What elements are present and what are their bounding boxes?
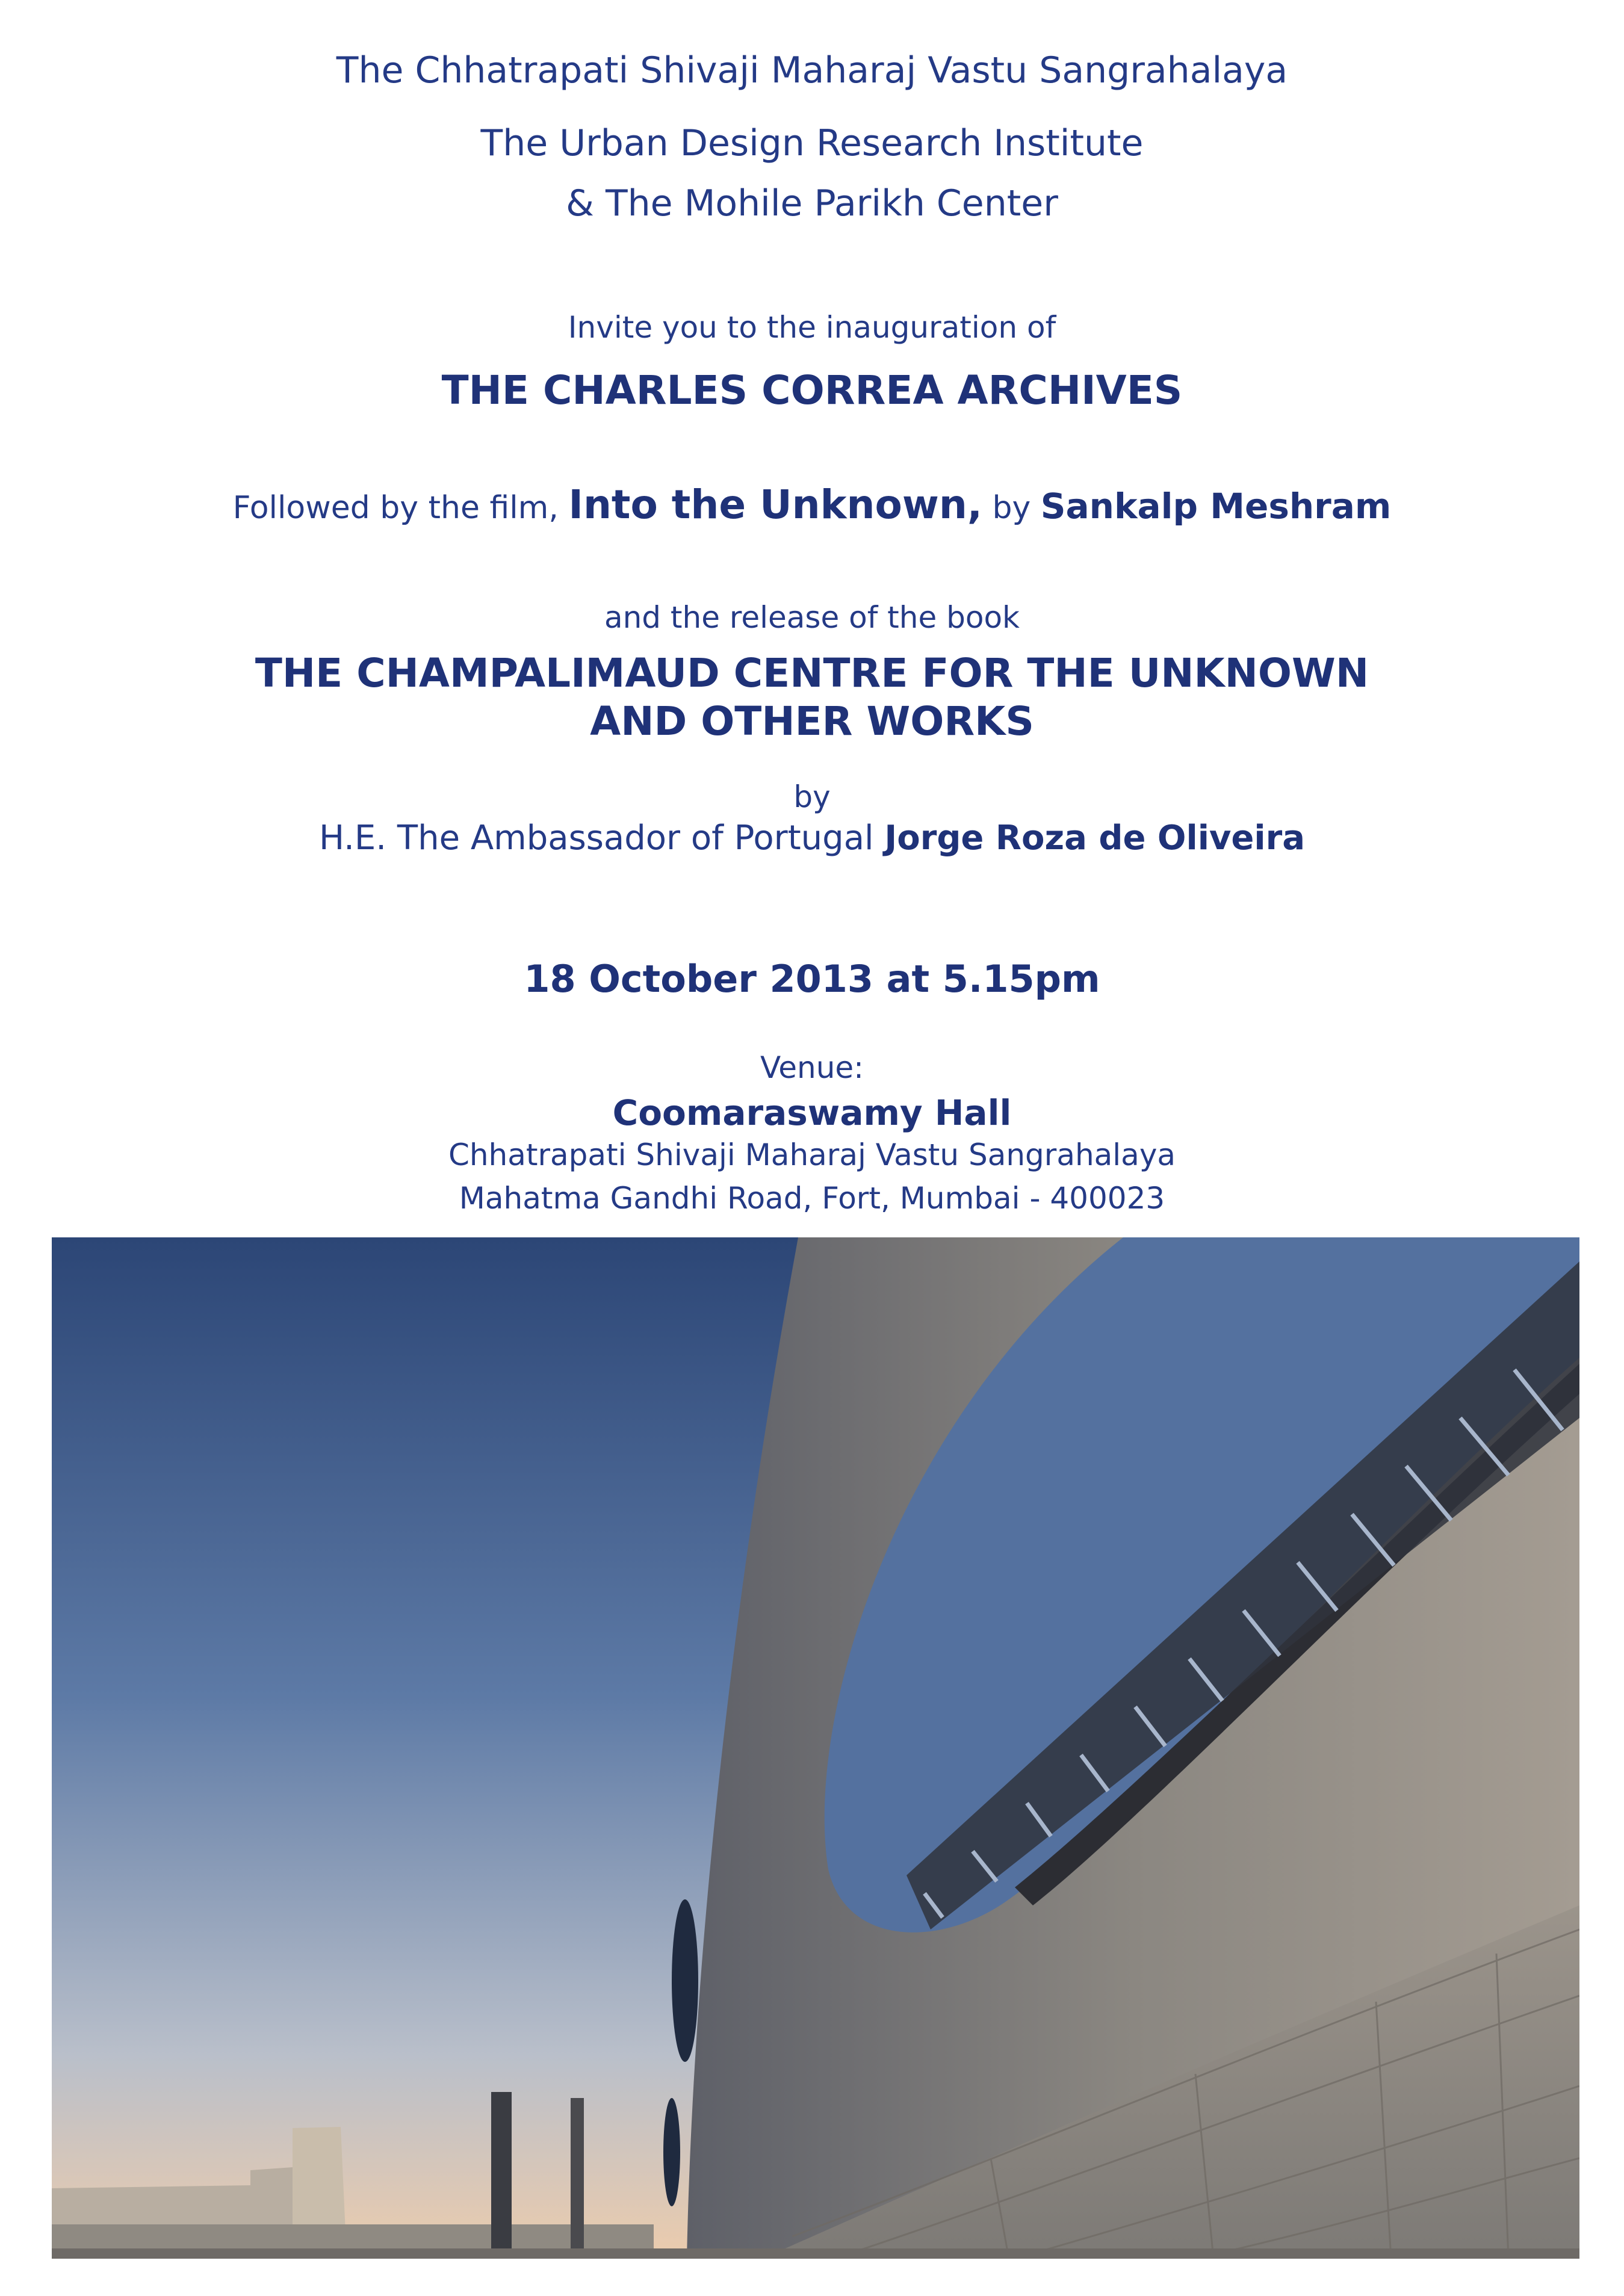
release-by: by [793,779,831,814]
venue-address-line-1: Chhatrapati Shivaji Maharaj Vastu Sangrahalaya [448,1137,1176,1172]
venue-address-line-2: Mahatma Gandhi Road, Fort, Mumbai - 400023 [459,1181,1165,1216]
building-photo [52,1237,1579,2259]
book-intro: and the release of the book [604,600,1020,635]
book-title-line-2: AND OTHER WORKS [590,698,1034,744]
venue-name: Coomaraswamy Hall [612,1092,1012,1133]
porthole-window-lower [663,2098,680,2206]
ground [52,2248,1579,2259]
event-title: THE CHARLES CORREA ARCHIVES [441,367,1183,413]
ambassador-name: Jorge Roza de Oliveira [884,818,1305,858]
pillar-right [571,2098,584,2259]
book-title-line-1: THE CHAMPALIMAUD CENTRE FOR THE UNKNOWN [255,650,1369,696]
ambassador-line [0,818,1624,858]
event-datetime: 18 October 2013 at 5.15pm [524,957,1100,1001]
invite-text: Invite you to the inauguration of [568,310,1056,345]
pillar-left [491,2092,512,2259]
film-title: Into the Unknown, [568,481,982,528]
film-by: by [992,490,1031,526]
film-credit [0,481,1624,528]
ambassador-prefix: H.E. The Ambassador of Portugal [318,818,874,858]
host-line-1: The Chhatrapati Shivaji Maharaj Vastu Sangrahalaya [336,49,1288,91]
host-line-3: & The Mohile Parikh Center [566,182,1058,224]
film-prefix: Followed by the film, [232,490,559,526]
host-line-2: The Urban Design Research Institute [480,122,1144,164]
porthole-window [672,1899,698,2062]
film-director: Sankalp Meshram [1040,486,1392,527]
venue-label: Venue: [760,1050,864,1085]
